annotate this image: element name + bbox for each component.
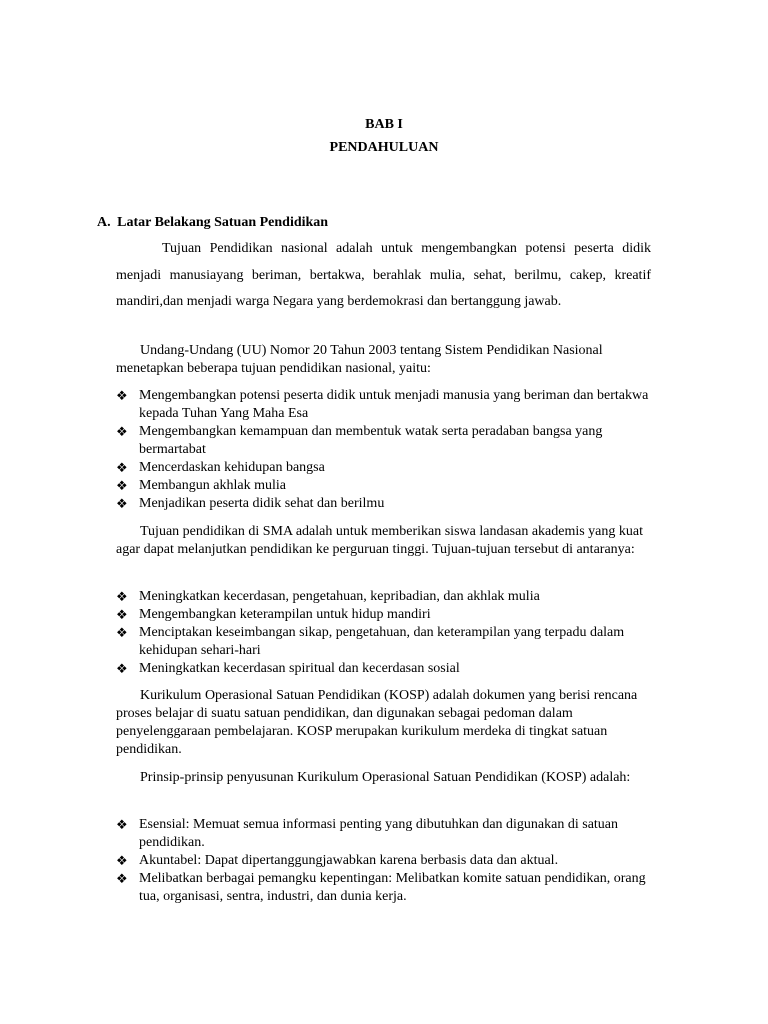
paragraph-kosp-definition: [116, 687, 651, 759]
paragraph-kosp-principles: [116, 769, 651, 787]
paragraph-text: Tujuan pendidikan di SMA adalah untuk memberikan siswa landasan akademis yang kuat agar dapat melanjutkan pendidikan ke perguruan tinggi. Tujuan-tujuan tersebut di antaranya:: [116, 524, 644, 557]
list-item: ❖ Mengembangkan potensi peserta didik untuk menjadi manusia yang beriman dan bertakwa kepada Tuhan Yang Maha Esa: [116, 388, 649, 421]
diamond-bullet-icon: ❖: [116, 460, 128, 475]
diamond-bullet-icon: ❖: [116, 388, 128, 403]
list-item: ❖ Esensial: Memuat semua informasi penting yang dibutuhkan dan digunakan di satuan pendidikan.: [116, 817, 619, 850]
list-item: ❖ Mengembangkan kemampuan dan membentuk watak serta peradaban bangsa yang bermartabat: [116, 424, 603, 457]
list-item: ❖ Meningkatkan kecerdasan spiritual dan kecerdasan sosial: [116, 661, 460, 676]
list-item: ❖ Mengembangkan keterampilan untuk hidup mandiri: [116, 607, 431, 622]
chapter-title: PENDAHULUAN: [329, 140, 439, 155]
diamond-bullet-icon: ❖: [116, 607, 128, 622]
section-title: Latar Belakang Satuan Pendidikan: [117, 215, 329, 230]
diamond-bullet-icon: ❖: [116, 625, 128, 640]
paragraph-text: Kurikulum Operasional Satuan Pendidikan (KOSP) adalah dokumen yang berisi rencana proses belajar di suatu satuan pendidikan, dan digunakan sebagai pedoman dalam penyelenggaraan pembelajaran. KOSP merupakan kurikulum merdeka di tingkat satuan pendidikan.: [116, 688, 638, 757]
paragraph-text: Prinsip-prinsip penyusunan Kurikulum Operasional Satuan Pendidikan (KOSP) adalah:: [140, 770, 631, 785]
diamond-bullet-icon: ❖: [116, 478, 128, 493]
list-national-goals: [116, 387, 656, 513]
list-item: ❖ Meningkatkan kecerdasan, pengetahuan, kepribadian, dan akhlak mulia: [116, 589, 540, 604]
diamond-bullet-icon: ❖: [116, 661, 128, 676]
section-number: A.: [97, 215, 111, 230]
list-item: ❖ Melibatkan berbagai pemangku kepentingan: Melibatkan komite satuan pendidikan, orang tua, organisasi, sentra, industri, dan dunia kerja.: [116, 871, 646, 904]
paragraph-text: Tujuan Pendidikan nasional adalah untuk mengembangkan potensi peserta didik menjadi manusiayang beriman, bertakwa, berahlak mulia, sehat, berilmu, cakep, kreatif mandiri,dan menjadi warga Negara yang berdemokrasi dan bertanggung jawab.: [116, 241, 651, 309]
chapter-number: BAB I: [365, 117, 403, 132]
list-kosp-principles: [116, 816, 656, 906]
list-sma-goals: [116, 588, 656, 678]
list-item: ❖ Membangun akhlak mulia: [116, 478, 286, 493]
paragraph-national-goal: [116, 236, 651, 316]
diamond-bullet-icon: ❖: [116, 871, 128, 886]
list-item: ❖ Menjadikan peserta didik sehat dan berilmu: [116, 496, 385, 511]
paragraph-uu-intro: [116, 342, 651, 378]
diamond-bullet-icon: ❖: [116, 496, 128, 511]
diamond-bullet-icon: ❖: [116, 853, 128, 868]
diamond-bullet-icon: ❖: [116, 817, 128, 832]
list-item: ❖ Menciptakan keseimbangan sikap, pengetahuan, dan keterampilan yang terpadu dalam kehidupan sehari-hari: [116, 625, 625, 658]
paragraph-text: Undang-Undang (UU) Nomor 20 Tahun 2003 tentang Sistem Pendidikan Nasional menetapkan beberapa tujuan pendidikan nasional, yaitu:: [116, 343, 603, 376]
diamond-bullet-icon: ❖: [116, 589, 128, 604]
list-item: ❖ Mencerdaskan kehidupan bangsa: [116, 460, 325, 475]
section-heading: [97, 215, 328, 231]
diamond-bullet-icon: ❖: [116, 424, 128, 439]
paragraph-sma-goal: [116, 523, 651, 559]
list-item: ❖ Akuntabel: Dapat dipertanggungjawabkan karena berbasis data dan aktual.: [116, 853, 559, 868]
